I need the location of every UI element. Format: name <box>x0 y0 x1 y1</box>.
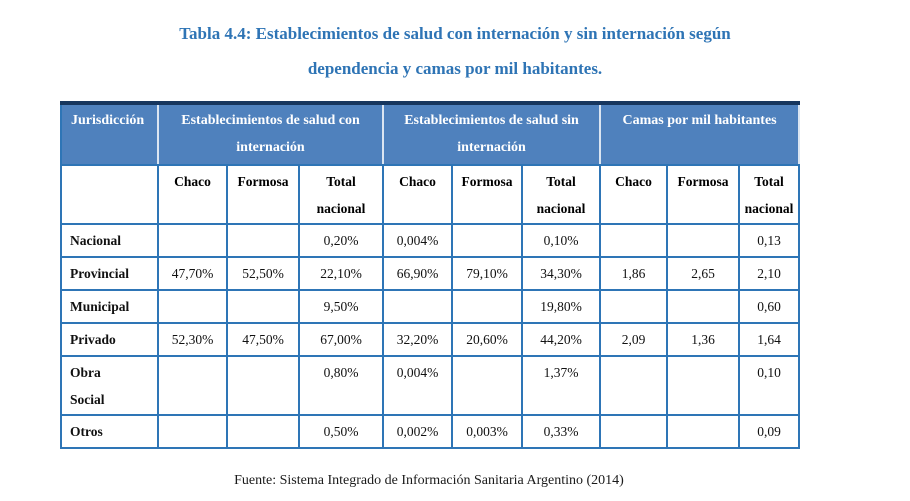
sub-header-formosa-3: Formosa <box>667 165 739 224</box>
table-cell: 1,36 <box>667 323 739 356</box>
table-title-line-2: dependencia y camas por mil habitantes. <box>307 59 603 78</box>
table-row <box>61 290 799 323</box>
table-cell: 47,70% <box>158 257 227 290</box>
table-cell <box>600 415 667 448</box>
group-header-camas: Camas por mil habitantes <box>600 103 799 165</box>
table-row <box>61 224 799 257</box>
table-cell: 0,003% <box>452 415 522 448</box>
sub-header-chaco-3: Chaco <box>600 165 667 224</box>
source-note: Fuente: Sistema Integrado de Información Sanitaria Argentino (2014) <box>234 473 624 488</box>
row-label: Obra Social <box>61 356 158 415</box>
health-statistics-table <box>60 101 800 449</box>
sub-header-row <box>61 165 799 224</box>
table-cell: 0,13 <box>739 224 799 257</box>
table-cell <box>667 415 739 448</box>
table-cell <box>158 290 227 323</box>
table-cell: 19,80% <box>522 290 600 323</box>
table-cell: 0,004% <box>383 224 452 257</box>
table-cell: 66,90% <box>383 257 452 290</box>
group-header-con-internacion: Establecimientos de salud con internación <box>158 103 383 165</box>
table-row <box>61 356 799 415</box>
table-cell: 0,004% <box>383 356 452 415</box>
table-cell: 1,37% <box>522 356 600 415</box>
table-title-line-1: Tabla 4.4: Establecimientos de salud con internación y sin internación según <box>179 24 731 43</box>
table-cell <box>158 356 227 415</box>
table-cell: 0,09 <box>739 415 799 448</box>
table-cell <box>452 356 522 415</box>
table-cell: 0,60 <box>739 290 799 323</box>
table-title <box>0 0 910 86</box>
table-row <box>61 415 799 448</box>
table-cell <box>383 290 452 323</box>
table-cell: 1,64 <box>739 323 799 356</box>
table-cell <box>227 290 299 323</box>
table-cell <box>667 356 739 415</box>
table-cell <box>667 290 739 323</box>
row-label: Privado <box>61 323 158 356</box>
row-label: Municipal <box>61 290 158 323</box>
sub-header-total-1: Total nacional <box>299 165 383 224</box>
table-cell: 67,00% <box>299 323 383 356</box>
sub-header-chaco-2: Chaco <box>383 165 452 224</box>
sub-header-chaco-1: Chaco <box>158 165 227 224</box>
table-cell <box>452 224 522 257</box>
table-cell: 0,33% <box>522 415 600 448</box>
table-cell: 2,65 <box>667 257 739 290</box>
table-cell: 34,30% <box>522 257 600 290</box>
table-cell: 52,30% <box>158 323 227 356</box>
table-cell <box>600 356 667 415</box>
table-cell <box>600 224 667 257</box>
table-cell <box>452 290 522 323</box>
row-label: Provincial <box>61 257 158 290</box>
sub-header-total-3: Total nacional <box>739 165 799 224</box>
row-label: Nacional <box>61 224 158 257</box>
table-cell: 20,60% <box>452 323 522 356</box>
table-cell: 0,20% <box>299 224 383 257</box>
table-cell <box>227 356 299 415</box>
table-cell: 2,10 <box>739 257 799 290</box>
table-cell <box>227 224 299 257</box>
group-header-sin-internacion: Establecimientos de salud sin internación <box>383 103 600 165</box>
row-label: Otros <box>61 415 158 448</box>
table-cell <box>158 224 227 257</box>
table-cell <box>227 415 299 448</box>
sub-header-empty <box>61 165 158 224</box>
table-cell: 1,86 <box>600 257 667 290</box>
table-cell: 47,50% <box>227 323 299 356</box>
table-cell <box>667 224 739 257</box>
table-cell: 0,10% <box>522 224 600 257</box>
table-cell <box>600 290 667 323</box>
table-row <box>61 323 799 356</box>
sub-header-formosa-2: Formosa <box>452 165 522 224</box>
group-header-row <box>61 103 799 165</box>
table-cell: 32,20% <box>383 323 452 356</box>
table-row <box>61 257 799 290</box>
table-cell: 0,10 <box>739 356 799 415</box>
table-cell: 22,10% <box>299 257 383 290</box>
sub-header-total-2: Total nacional <box>522 165 600 224</box>
table-cell: 0,50% <box>299 415 383 448</box>
table-cell: 0,80% <box>299 356 383 415</box>
table-cell: 52,50% <box>227 257 299 290</box>
table-cell: 2,09 <box>600 323 667 356</box>
table-cell: 0,002% <box>383 415 452 448</box>
table-cell: 79,10% <box>452 257 522 290</box>
corner-header-jurisdiccion: Jurisdicción <box>61 103 158 165</box>
sub-header-formosa-1: Formosa <box>227 165 299 224</box>
table-cell: 9,50% <box>299 290 383 323</box>
table-cell <box>158 415 227 448</box>
table-cell: 44,20% <box>522 323 600 356</box>
